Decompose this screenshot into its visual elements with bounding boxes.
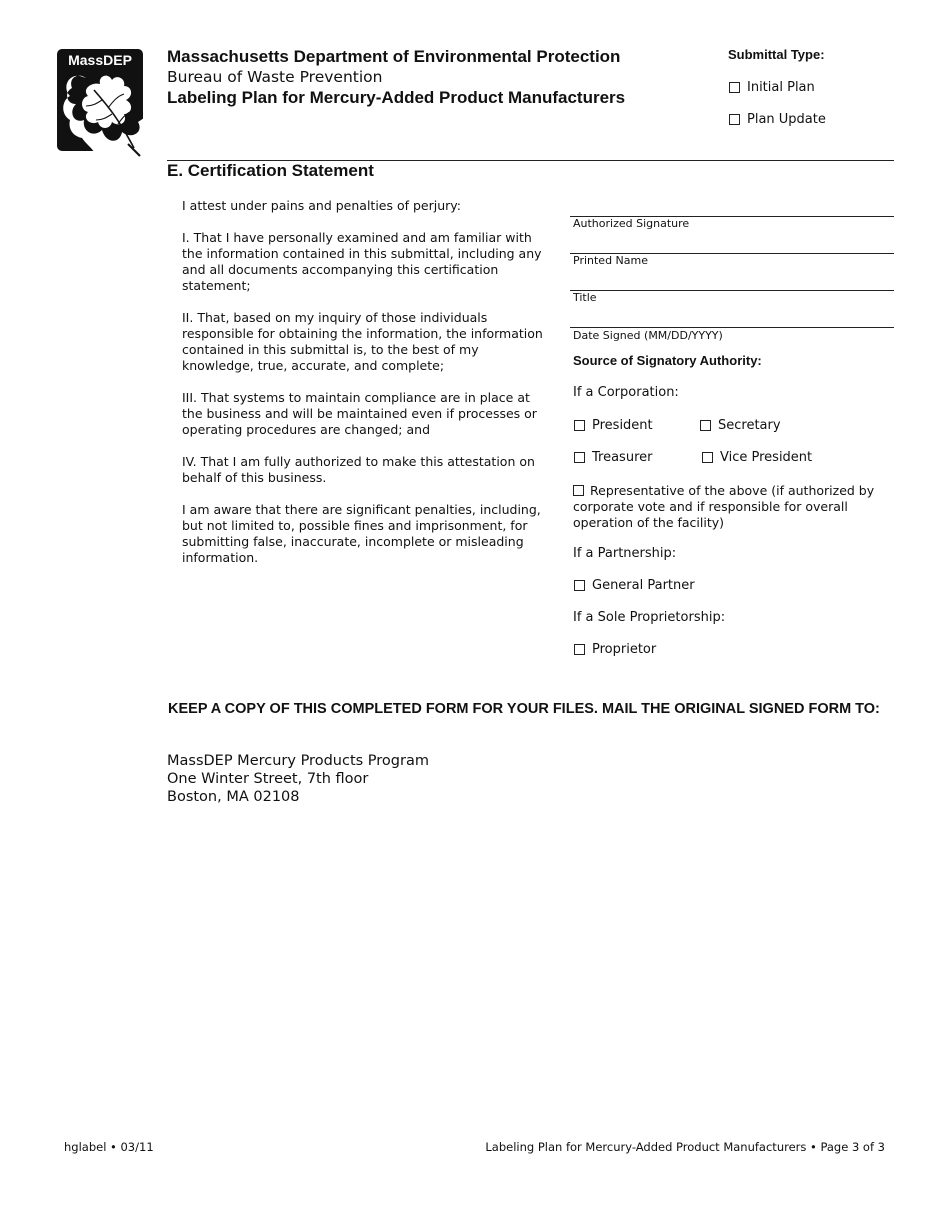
mailing-address	[167, 752, 429, 806]
corporation-label: If a Corporation:	[573, 385, 679, 400]
certification-item-2: II. That, based on my inquiry of those individuals responsible for obtaining the information, the information contained in this submittal is, to the best of my knowledge, true, accurate, and complete;	[182, 310, 543, 373]
secretary-checkbox[interactable]	[700, 420, 711, 431]
date-signed-field[interactable]	[570, 327, 894, 328]
massdep-logo	[56, 48, 144, 160]
footer-page-info: Labeling Plan for Mercury-Added Product Manufacturers • Page 3 of 3	[485, 1140, 885, 1154]
certification-item-3: III. That systems to maintain compliance are in place at the business and will be maintained even if processes or operating procedures are changed; and	[182, 390, 537, 437]
vice-president-checkbox[interactable]	[702, 452, 713, 463]
date-signed-label: Date Signed (MM/DD/YYYY)	[573, 329, 723, 342]
secretary-option[interactable]	[700, 418, 781, 433]
signatory-authority-title: Source of Signatory Authority:	[573, 353, 762, 368]
initial-plan-label: Initial Plan	[747, 80, 815, 95]
proprietor-label: Proprietor	[592, 642, 657, 657]
vice-president-option[interactable]	[702, 450, 812, 465]
general-partner-label: General Partner	[592, 578, 695, 593]
representative-checkbox[interactable]	[573, 485, 584, 496]
proprietor-option[interactable]	[574, 642, 656, 657]
section-title: E. Certification Statement	[167, 161, 374, 180]
initial-plan-checkbox[interactable]	[729, 82, 740, 93]
certification-item-1: I. That I have personally examined and am familiar with the information contained in this submittal, including any and all documents accompanying this certification statement;	[182, 230, 542, 293]
keep-copy-instructions: KEEP A COPY OF THIS COMPLETED FORM FOR YOUR FILES. MAIL THE ORIGINAL SIGNED FORM TO:	[168, 701, 880, 717]
president-label: President	[592, 418, 653, 433]
sole-proprietorship-label: If a Sole Proprietorship:	[573, 610, 726, 625]
initial-plan-option[interactable]	[729, 80, 815, 95]
treasurer-option[interactable]	[574, 450, 652, 465]
secretary-label: Secretary	[718, 418, 781, 433]
vice-president-label: Vice President	[720, 450, 813, 465]
printed-name-label: Printed Name	[573, 254, 649, 267]
agency-name: Massachusetts Department of Environmental Protection	[167, 47, 621, 66]
certification-awareness: I am aware that there are significant penalties, including, but not limited to, possible fines and imprisonment, for submitting false, inaccurate, incomplete or misleading information.	[182, 502, 541, 565]
address-line-3: Boston, MA 02108	[167, 789, 300, 805]
authorized-signature-label: Authorized Signature	[573, 217, 690, 230]
address-line-2: One Winter Street, 7th floor	[167, 771, 369, 787]
address-line-1: MassDEP Mercury Products Program	[167, 753, 429, 769]
president-option[interactable]	[574, 418, 653, 433]
general-partner-checkbox[interactable]	[574, 580, 585, 591]
partnership-label: If a Partnership:	[573, 546, 677, 561]
president-checkbox[interactable]	[574, 420, 585, 431]
certification-item-4: IV. That I am fully authorized to make this attestation on behalf of this business.	[182, 454, 535, 485]
oak-leaf-logo-icon	[56, 48, 144, 160]
certification-intro: I attest under pains and penalties of perjury:	[182, 198, 461, 213]
representative-label: Representative of the above (if authorized by corporate vote and if responsible for overall operation of the facility)	[573, 483, 875, 530]
footer-form-code: hglabel • 03/11	[64, 1140, 154, 1154]
treasurer-label: Treasurer	[592, 450, 653, 465]
general-partner-option[interactable]	[574, 578, 695, 593]
title-label: Title	[573, 291, 597, 304]
proprietor-checkbox[interactable]	[574, 644, 585, 655]
plan-update-checkbox[interactable]	[729, 114, 740, 125]
title-field[interactable]	[570, 290, 894, 291]
form-title: Labeling Plan for Mercury-Added Product Manufacturers	[167, 88, 626, 107]
plan-update-label: Plan Update	[747, 112, 826, 127]
certification-text	[182, 198, 550, 582]
bureau-name: Bureau of Waste Prevention	[167, 68, 383, 86]
treasurer-checkbox[interactable]	[574, 452, 585, 463]
logo-text: MassDEP	[68, 52, 132, 68]
representative-option[interactable]	[573, 483, 893, 531]
submittal-type-title: Submittal Type:	[728, 47, 825, 62]
plan-update-option[interactable]	[729, 112, 826, 127]
